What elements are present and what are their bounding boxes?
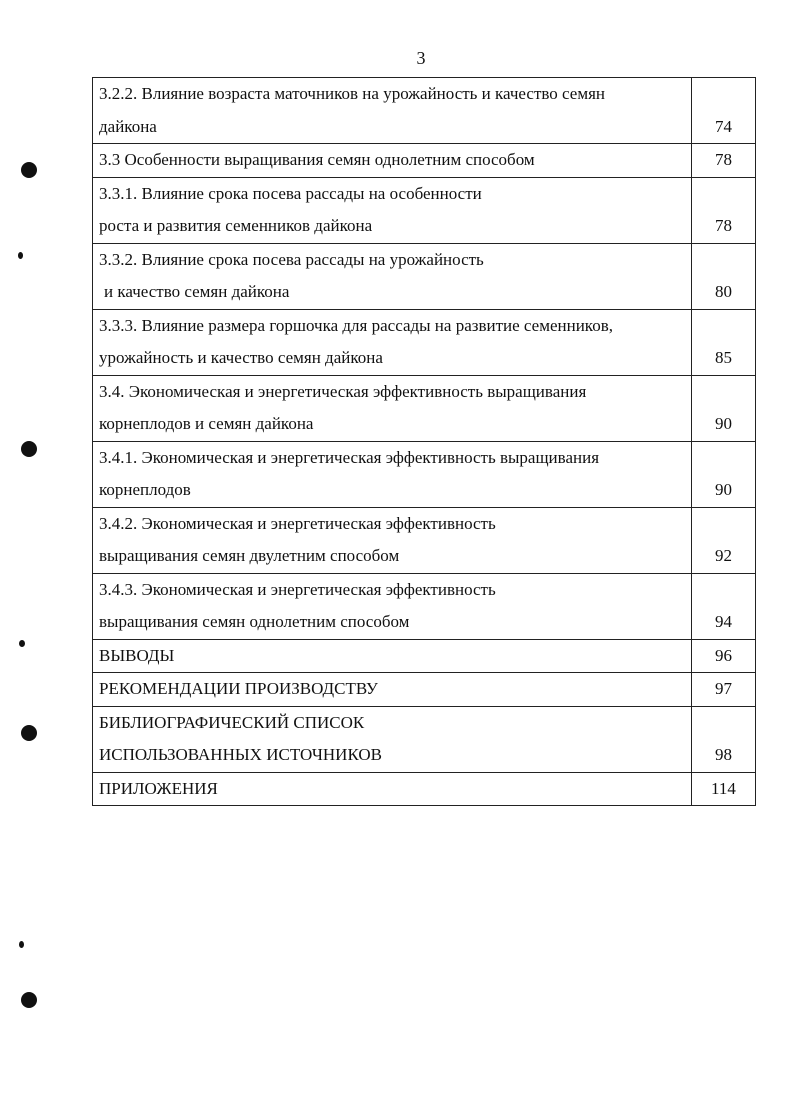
toc-entry-page: 74 [691,78,755,144]
toc-entry-line: корнеплодов [99,480,191,499]
toc-row [93,177,756,243]
punch-hole-mark [21,162,37,178]
toc-entry-line: РЕКОМЕНДАЦИИ ПРОИЗВОДСТВУ [99,679,378,698]
toc-row [93,144,756,178]
toc-entry-page: 114 [691,772,755,806]
toc-entry-line: 3.4.1. Экономическая и энергетическая эффективность выращивания [99,447,600,467]
toc-row [93,309,756,375]
toc-entry-page: 98 [691,706,755,772]
toc-row [93,243,756,309]
toc-entry-page: 78 [691,177,755,243]
toc-entry-title [93,639,692,673]
toc-entry-title [93,309,692,375]
punch-hole-mark [21,725,37,741]
toc-entry-page: 80 [691,243,755,309]
punch-hole-mark [21,441,37,457]
toc-entry-page: 96 [691,639,755,673]
toc-entry-line: 3.3.2. Влияние срока посева рассады на урожайность [99,249,484,269]
toc-entry-title [93,706,692,772]
toc-entry-line: 3.4.3. Экономическая и энергетическая эффективность [99,579,496,599]
toc-entry-line: БИБЛИОГРАФИЧЕСКИЙ СПИСОК [99,712,365,732]
punch-hole-mark [19,941,24,948]
toc-entry-line: ИСПОЛЬЗОВАННЫХ ИСТОЧНИКОВ [99,745,382,764]
toc-row [93,772,756,806]
toc-entry-line: 3.2.2. Влияние возраста маточников на урожайность и качество семян [99,84,606,103]
toc-entry-line: дайкона [99,116,157,136]
toc-row [93,375,756,441]
toc-entry-line: 3.3 Особенности выращивания семян однолетним способом [99,150,535,169]
toc-entry-line: выращивания семян однолетним способом [99,612,410,631]
toc-row [93,507,756,573]
toc-entry-page: 97 [691,673,755,707]
toc-entry-title [93,673,692,707]
toc-row [93,78,756,144]
toc-entry-title [93,243,692,309]
toc-entry-page: 90 [691,375,755,441]
toc-entry-line: корнеплодов и семян дайкона [99,414,314,433]
page-number: 3 [416,48,426,68]
toc-row [93,673,756,707]
punch-hole-mark [18,252,23,259]
toc-entry-title [93,144,692,178]
toc-entry-title [93,375,692,441]
toc-entry-page: 92 [691,507,755,573]
toc-entry-line: урожайность и качество семян дайкона [99,348,383,367]
toc-entry-line: и качество семян дайкона [104,282,290,301]
toc-entry-title [93,772,692,806]
toc-entry-line: 3.4.2. Экономическая и энергетическая эффективность [99,513,496,533]
toc-entry-line: 3.3.1. Влияние срока посева рассады на особенности [99,183,482,203]
toc-entry-title [93,507,692,573]
toc-row [93,441,756,507]
toc-entry-title [93,177,692,243]
toc-row [93,639,756,673]
toc-row [93,573,756,639]
toc-entry-page: 90 [691,441,755,507]
toc-entry-page: 78 [691,144,755,178]
toc-entry-title [93,78,692,144]
punch-hole-mark [21,992,37,1008]
toc-entry-line: 3.3.3. Влияние размера горшочка для рассады на развитие семенников, [99,315,613,335]
toc-entry-line: выращивания семян двулетним способом [99,546,400,565]
toc-entry-title [93,441,692,507]
toc-entry-title [93,573,692,639]
toc-row [93,706,756,772]
toc-entry-line: 3.4. Экономическая и энергетическая эффективность выращивания [99,381,587,401]
toc-entry-line: ПРИЛОЖЕНИЯ [99,778,218,798]
toc-entry-page: 85 [691,309,755,375]
toc-entry-line: ВЫВОДЫ [99,645,175,665]
table-of-contents [92,77,756,806]
toc-entry-page: 94 [691,573,755,639]
toc-entry-line: роста и развития семенников дайкона [99,216,373,235]
punch-hole-mark [19,640,25,647]
